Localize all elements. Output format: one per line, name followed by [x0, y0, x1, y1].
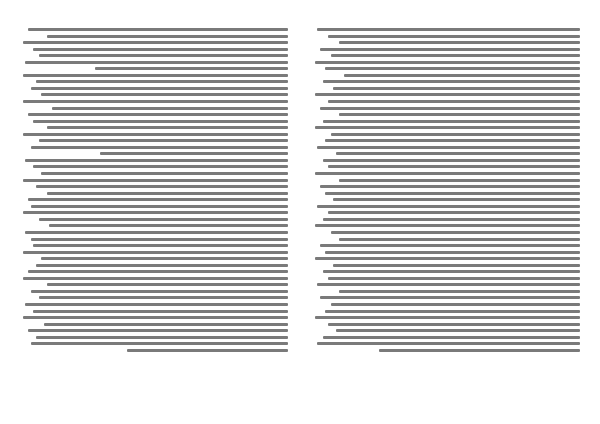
- text-line: [317, 205, 580, 208]
- text-line: [47, 192, 288, 195]
- text-line: [39, 139, 288, 142]
- text-line: [325, 192, 580, 195]
- text-line: [28, 270, 288, 273]
- text-line: [33, 48, 288, 51]
- text-line: [344, 74, 580, 77]
- text-line: [47, 35, 288, 38]
- text-line: [36, 264, 288, 267]
- text-line: [315, 224, 580, 227]
- text-line: [47, 126, 288, 129]
- text-line: [25, 61, 288, 64]
- text-line: [39, 296, 288, 299]
- text-line: [331, 54, 580, 57]
- text-line: [325, 310, 580, 313]
- text-line: [31, 238, 288, 241]
- text-line: [39, 54, 288, 57]
- text-line: [331, 133, 580, 136]
- text-line: [41, 257, 288, 260]
- text-line: [333, 264, 580, 267]
- text-line: [25, 231, 288, 234]
- text-line: [23, 277, 288, 280]
- left-page-text: [20, 28, 288, 380]
- text-line: [23, 100, 288, 103]
- text-line: [317, 342, 580, 345]
- text-line: [31, 87, 288, 90]
- text-line: [315, 316, 580, 319]
- text-line: [315, 126, 580, 129]
- text-line: [331, 303, 580, 306]
- text-line: [317, 146, 580, 149]
- text-line: [331, 231, 580, 234]
- text-line: [325, 251, 580, 254]
- text-line: [339, 238, 580, 241]
- text-line: [328, 277, 580, 280]
- text-line: [320, 185, 580, 188]
- text-line: [323, 120, 580, 123]
- text-line: [44, 323, 288, 326]
- text-line: [100, 152, 288, 155]
- text-line: [28, 113, 288, 116]
- text-line: [41, 172, 288, 175]
- right-page-text: [312, 28, 580, 380]
- text-line: [33, 244, 288, 247]
- text-line: [336, 329, 580, 332]
- text-line: [33, 310, 288, 313]
- text-line: [339, 179, 580, 182]
- text-line: [315, 93, 580, 96]
- text-line: [320, 244, 580, 247]
- text-line: [333, 87, 580, 90]
- right-page: [312, 28, 580, 380]
- text-line: [320, 48, 580, 51]
- text-line: [28, 28, 288, 31]
- left-page: [20, 28, 288, 380]
- text-line: [23, 251, 288, 254]
- text-line: [33, 165, 288, 168]
- text-line: [325, 67, 580, 70]
- text-line: [328, 35, 580, 38]
- text-line: [36, 80, 288, 83]
- text-line: [328, 165, 580, 168]
- text-line: [323, 80, 580, 83]
- text-line: [95, 67, 288, 70]
- text-line: [315, 257, 580, 260]
- text-line: [25, 159, 288, 162]
- text-line: [339, 41, 580, 44]
- text-line: [325, 139, 580, 142]
- text-line: [323, 270, 580, 273]
- text-line: [36, 336, 288, 339]
- text-line: [23, 316, 288, 319]
- text-line: [323, 159, 580, 162]
- text-line: [28, 329, 288, 332]
- text-line: [328, 323, 580, 326]
- text-line: [315, 61, 580, 64]
- text-line: [320, 107, 580, 110]
- text-line: [31, 205, 288, 208]
- text-line: [23, 74, 288, 77]
- text-line: [47, 283, 288, 286]
- text-line: [23, 179, 288, 182]
- text-line: [52, 107, 288, 110]
- text-line: [339, 290, 580, 293]
- text-line: [317, 28, 580, 31]
- text-line: [323, 336, 580, 339]
- text-line: [41, 93, 288, 96]
- text-line: [31, 342, 288, 345]
- text-line: [320, 296, 580, 299]
- text-line: [328, 100, 580, 103]
- text-line: [23, 41, 288, 44]
- text-line: [25, 303, 288, 306]
- text-line: [36, 185, 288, 188]
- text-line: [315, 172, 580, 175]
- text-line: [31, 290, 288, 293]
- text-line: [328, 211, 580, 214]
- text-line: [333, 198, 580, 201]
- text-line: [28, 198, 288, 201]
- text-line: [33, 120, 288, 123]
- text-line: [336, 152, 580, 155]
- text-line: [39, 218, 288, 221]
- text-line: [31, 146, 288, 149]
- text-line: [317, 283, 580, 286]
- text-line: [23, 211, 288, 214]
- text-line: [127, 349, 288, 352]
- text-line: [323, 218, 580, 221]
- text-line: [379, 349, 580, 352]
- text-line: [49, 224, 288, 227]
- text-line: [23, 133, 288, 136]
- text-line: [339, 113, 580, 116]
